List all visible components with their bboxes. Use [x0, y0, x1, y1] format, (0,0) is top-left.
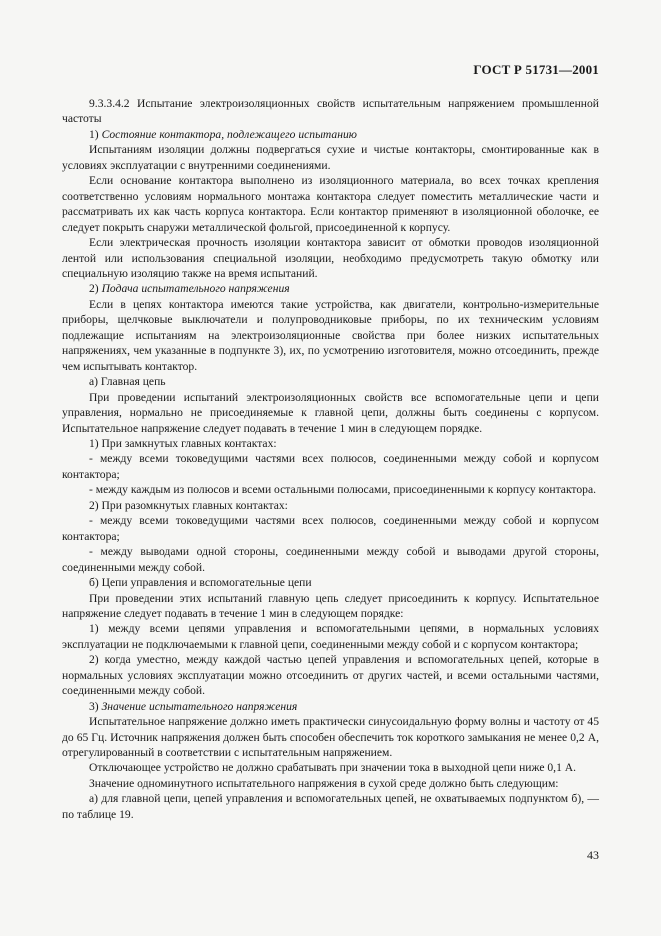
section-heading-number: 3)	[89, 699, 102, 713]
body-paragraph: 1) между всеми цепями управления и вспомогательными цепями, в нормальных условиях эксплуатации не подключаемыми к главной цепи, соединенными между собой и с корпусом контактора;	[62, 622, 599, 651]
section-heading	[62, 281, 599, 296]
body-paragraph: При проведении этих испытаний главную цепь следует присоединить к корпусу. Испытательное напряжение следует подавать в течение 1 мин в следующем порядке:	[62, 591, 599, 620]
body-paragraph: - между всеми токоведущими частями всех полюсов, соединенными между собой и корпусом контактора;	[62, 452, 599, 481]
section-heading	[62, 127, 599, 142]
section-heading-title: Подача испытательного напряжения	[101, 282, 290, 296]
body-paragraph: 2) когда уместно, между каждой частью цепей управления и вспомогательных цепей, которые в нормальных условиях эксплуатации можно отсоединить от других частей, и всеми остальными частями, соединенными между собой.	[62, 653, 599, 698]
body-paragraph: При проведении испытаний электроизоляционных свойств все вспомогательные цепи и цепи управления, нормально не присоединяемые к главной цепи, должны быть соединены с корпусом. Испытательное напряжение следует подавать в течение 1 мин в следующем порядке.	[62, 390, 599, 435]
body-paragraph: б) Цепи управления и вспомогательные цепи	[89, 576, 312, 590]
body-paragraph: - между каждым из полюсов и всеми остальными полюсами, присоединенными к корпусу контактора.	[89, 483, 596, 497]
section-heading	[62, 699, 599, 714]
body-paragraph: Если в цепях контактора имеются такие устройства, как двигатели, контрольно-измерительные приборы, щелчковые выключатели и полупроводниковые приборы, по их техническим условиям подлежащие испытаниям на электроизоляционные свойства при более низких испытательных напряжениях, чем указанные в подпункте 3), их, по усмотрению изготовителя, можно отсоединить, прежде чем испытывать контактор.	[62, 297, 599, 373]
body-paragraph: Если электрическая прочность изоляции контактора зависит от обмотки проводов изоляционной лентой или использования специальной изоляции, необходимо предусмотреть такую обмотку или специальную изоляцию также на время испытаний.	[62, 236, 599, 280]
body-paragraph: Испытаниям изоляции должны подвергаться сухие и чистые контакторы, смонтированные как в условиях эксплуатации с внутренними соединениями.	[62, 143, 599, 172]
section-heading-title: Состояние контактора, подлежащего испытанию	[101, 127, 357, 141]
body-paragraph: 1) При замкнутых главных контактах:	[89, 436, 277, 450]
body-paragraph: - между всеми токоведущими частями всех полюсов, соединенными между собой и корпусом контактора;	[62, 514, 599, 543]
body-paragraph: Если основание контактора выполнено из изоляционного материала, во всех точках крепления соответственно условиям нормального монтажа контактора следует поместить металлические части и рассматривать их как часть корпуса контактора. Если контактор применяют в изоляционной оболочке, ее следует покрыть снаружи металлической фольгой, присоединенной к корпусу.	[62, 174, 599, 234]
body-paragraph: 9.3.3.4.2 Испытание электроизоляционных свойств испытательным напряжением промышленной частоты	[62, 97, 599, 126]
body-paragraph: Отключающее устройство не должно срабатывать при значении тока в выходной цепи ниже 0,1 А.	[89, 761, 577, 775]
body-paragraph: Испытательное напряжение должно иметь практически синусоидальную форму волны и частоту от 45 до 65 Гц. Источник напряжения должен быть способен обеспечить ток короткого замыкания не менее 0,2 А, отрегулированный в соответствии с испытательным напряжением.	[62, 715, 599, 760]
section-heading-number: 1)	[89, 127, 102, 141]
body-paragraph: а) Главная цепь	[89, 375, 166, 389]
body-paragraph: Значение одноминутного испытательного напряжения в сухой среде должно быть следующим:	[89, 776, 559, 790]
body-paragraph: а) для главной цепи, цепей управления и вспомогательных цепей, не охватываемых подпунктом б), — по таблице 19.	[62, 792, 599, 821]
document-code: ГОСТ Р 51731—2001	[473, 62, 599, 77]
document-body	[62, 96, 599, 822]
body-paragraph: - между выводами одной стороны, соединенными между собой и выводами другой стороны, соединенными между собой.	[62, 545, 599, 574]
page-number: 43	[587, 848, 599, 862]
section-heading-number: 2)	[89, 282, 102, 296]
body-paragraph: 2) При разомкнутых главных контактах:	[89, 498, 288, 512]
section-heading-title: Значение испытательного напряжения	[101, 699, 298, 713]
